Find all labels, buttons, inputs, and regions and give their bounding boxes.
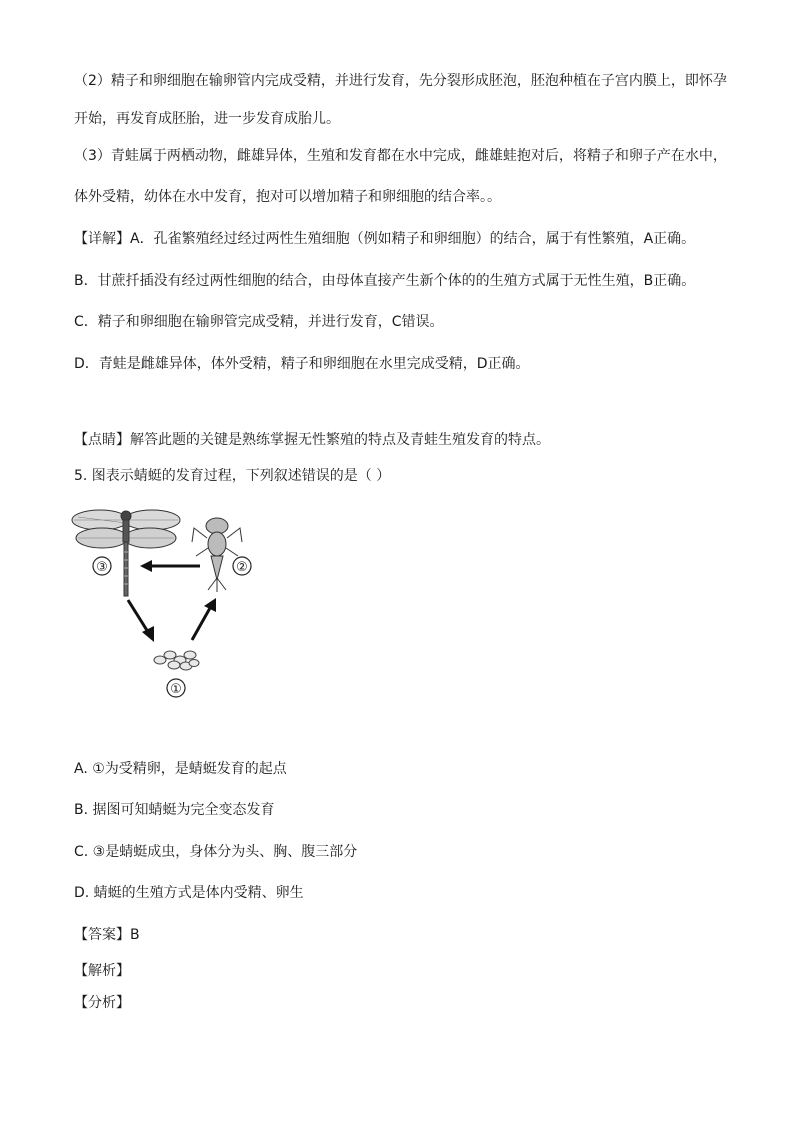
dragonfly-nymph-image bbox=[192, 518, 242, 592]
text-line-1: （2）精子和卵细胞在输卵管内完成受精，并进行发育，先分裂形成胚泡，胚泡种植在子宫内膜上，即怀孕 bbox=[74, 73, 727, 89]
label-adult bbox=[93, 557, 111, 575]
fenxi-label: 【分析】 bbox=[74, 995, 130, 1011]
text-line-detail-d: D．青蛙是雌雄异体，体外受精，精子和卵细胞在水里完成受精，D正确。 bbox=[74, 356, 530, 372]
arrow-adult-to-egg bbox=[128, 600, 154, 642]
analysis-label: 【解析】 bbox=[74, 963, 130, 979]
option-c: C. ③是蜻蜓成虫，身体分为头、胸、腹三部分 bbox=[74, 844, 358, 860]
option-d: D. 蜻蜓的生殖方式是体内受精、卵生 bbox=[74, 885, 304, 901]
dragonfly-adult-image bbox=[72, 510, 180, 596]
text-line-detail-a: 【详解】A．孔雀繁殖经过经过两性生殖细胞（例如精子和卵细胞）的结合，属于有性繁殖，A正确。 bbox=[74, 231, 696, 247]
label-nymph bbox=[233, 557, 251, 575]
option-a: A. ①为受精卵，是蜻蜓发育的起点 bbox=[74, 761, 287, 777]
svg-text:③: ③ bbox=[96, 560, 108, 575]
dragonfly-life-cycle-figure bbox=[70, 498, 290, 708]
label-egg bbox=[167, 679, 185, 697]
text-line-4: 体外受精，幼体在水中发育，抱对可以增加精子和卵细胞的结合率。。 bbox=[74, 189, 501, 205]
text-line-key-point: 【点睛】解答此题的关键是熟练掌握无性繁殖的特点及青蛙生殖发育的特点。 bbox=[74, 432, 550, 448]
text-line-detail-b: B．甘蔗扦插没有经过两性细胞的结合，由母体直接产生新个体的的生殖方式属于无性生殖，B正确。 bbox=[74, 273, 696, 289]
option-b: B. 据图可知蜻蜓为完全变态发育 bbox=[74, 802, 275, 818]
svg-text:①: ① bbox=[170, 682, 182, 697]
svg-text:②: ② bbox=[236, 560, 248, 575]
text-line-3: （3）青蛙属于两栖动物，雌雄异体，生殖和发育都在水中完成，雌雄蛙抱对后，将精子和卵子产在水中， bbox=[74, 148, 727, 164]
question-5-stem: 5. 图表示蜻蜓的发育过程，下列叙述错误的是（ ） bbox=[74, 468, 391, 484]
text-line-2: 开始，再发育成胚胎，进一步发育成胎儿。 bbox=[74, 111, 340, 127]
arrow-egg-to-nymph bbox=[192, 598, 216, 640]
text-line-detail-c: C．精子和卵细胞在输卵管完成受精，并进行发育，C错误。 bbox=[74, 314, 444, 330]
egg-cluster-image bbox=[154, 651, 199, 670]
answer-label: 【答案】B bbox=[74, 927, 140, 943]
arrow-nymph-to-adult bbox=[140, 560, 200, 572]
